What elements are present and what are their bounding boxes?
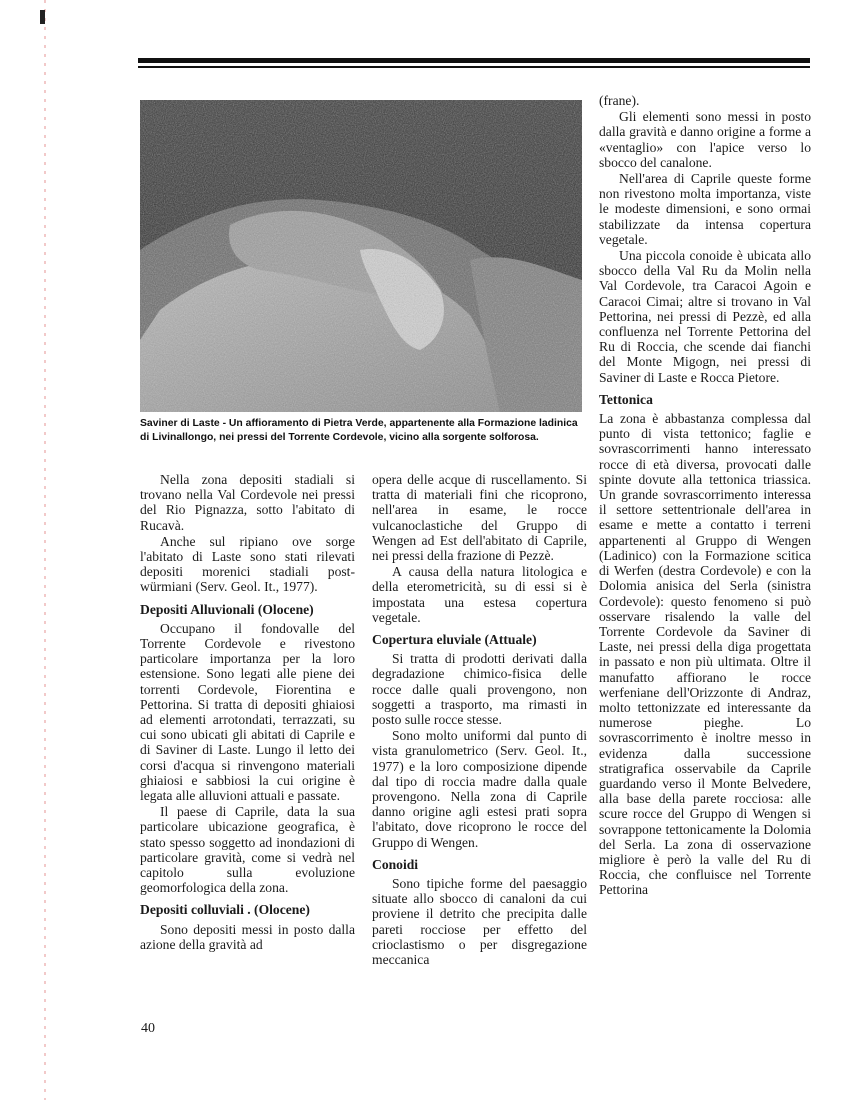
page-number: 40: [141, 1021, 155, 1036]
paragraph: Una piccola conoide è ubicata allo sbocco della Val Ru da Molin nella Val Cordevole, tra Caracoi Agoin e Caracoi Cimai; altre si trovano in Val Pettorina, nei pressi di Pezzè, ed alla confluenza nel Torrente Pettorina del Ru di Roccia, che scende dai fianchi del Monte Migogn, nei pressi di Saviner di Laste e Rocca Pietore.: [599, 248, 811, 385]
photo-caption: Saviner di Laste - Un affioramento di Pietra Verde, appartenente alla Formazione ladinica di Livinallongo, nei pressi del Torrente Cordevole, vicino alla sorgente solforosa.: [140, 418, 578, 443]
paragraph: A causa della natura litologica e della eterometricità, su di essi si è impostata una estesa copertura vegetale.: [372, 564, 587, 625]
column-right: [599, 93, 811, 899]
section-heading-eluviale: Copertura eluviale (Attuale): [372, 632, 537, 648]
paragraph: (frane).: [599, 93, 640, 108]
paragraph: Occupano il fondovalle del Torrente Cordevole e rivestono particolare importanza per la loro estensione. Sono legati alle piene dei torrenti Cordevole, Fiorentina e Pettorina. Si tratta di depositi ghiaiosi ad elementi arrotondati, terrazzati, su cui sono ubicati gli abitati di Caprile e di Saviner di Laste. Lungo il letto dei corsi d'acqua si rinvengono materiali ghiaiosi e sabbiosi la cui origine è legata alle alluvioni attuali e passate.: [140, 620, 355, 804]
paragraph: Si tratta di prodotti derivati dalla degradazione chimico-fisica delle rocce dalle quali provengono, non soggetti a trasporto, ma rimasti in posto sulle rocce stesse.: [372, 651, 587, 728]
photo-rock-outcrop-icon: [140, 100, 582, 412]
paragraph: Sono molto uniformi dal punto di vista granulometrico (Serv. Geol. It., 1977) e la loro composizione dipende dal tipo di roccia madre dalla quale provengono. Nella zona di Caprile danno origine agli estesi prati sopra l'abitato, dove ricoprono le rocce del Gruppo di Wengen.: [372, 728, 587, 850]
section-heading-tettonica: Tettonica: [599, 391, 653, 407]
section-heading-colluviali: Depositi colluviali . (Olocene): [140, 902, 310, 918]
paragraph: Anche sul ripiano ove sorge l'abitato di Laste sono stati rilevati depositi morenici stadiali post-würmiani (Serv. Geol. It., 1977).: [140, 533, 355, 595]
paragraph: opera delle acque di ruscellamento. Si tratta di materiali fini che ricoprono, nell'area in esame, le rocce vulcanoclastiche del Gruppo di Wengen ad Est dell'abitato di Caprile, nei pressi della frazione di Pezzè.: [372, 472, 587, 564]
paragraph: Gli elementi sono messi in posto dalla gravità e danno origine a forme a «ventaglio» con l'apice verso lo sbocco del canalone.: [599, 109, 811, 170]
section-heading-conoidi: Conoidi: [372, 856, 419, 872]
section-heading-alluvionali: Depositi Alluvionali (Olocene): [140, 601, 314, 617]
header-rule-thick: [138, 58, 810, 63]
paragraph: La zona è abbastanza complessa dal punto di vista tettonico; faglie e sovrascorrimenti hanno interessato rocce di età diversa, provocati dalle spinte dovute alla tettonica triassica. Un grande sovrascorrimento interessa il settore settentrionale dell'area in esame e mette a contatto i terreni appartenenti al Gruppo di Wengen (Ladinico) con la Formazione scitica di Werfen (destra Cordevole) e con la Dolomia anisica del Serla (sinistra Cordevole): questo fenomeno si può osservare risalendo la valle del Torrente Cordevole da Saviner di Laste, nei pressi della diga progettata in passato e non più ultimata. Oltre il manufatto affiorano le rocce werfeniane dell'Orizzonte di Andraz, molto tettonizzate ed interessante da numerose pieghe. Lo sovrascorrimento è inoltre messo in evidenza dalla successione stratigrafica osservabile da Caprile guardando verso il Monte Belvedere, alla base della parete rocciosa: alle scure rocce del Gruppo di Wengen si sovrappone tettonicamente la Dolomia del Serla. La zona di osservazione migliore è però la valle del Ru di Roccia, che confluisce nel Torrente Pettorina: [599, 411, 811, 898]
paragraph: Sono tipiche forme del paesaggio situate allo sbocco di canaloni da cui proviene il detrito che precipita dalle pareti rocciose per effetto del crioclastismo o per disgregazione meccanica: [372, 876, 587, 968]
column-middle: [372, 472, 587, 968]
paragraph: Sono depositi messi in posto dalla azione della gravità ad: [140, 921, 355, 952]
header-rule-thin: [138, 66, 810, 68]
corner-mark: [40, 10, 45, 24]
paragraph: Nell'area di Caprile queste forme non rivestono molta importanza, viste le modeste dimensioni, e sono ormai stabilizzate da intensa copertura vegetale.: [599, 171, 811, 247]
column-left: [140, 472, 355, 953]
page-edge-marks: [44, 0, 46, 1100]
paragraph: Nella zona depositi stadiali si trovano nella Val Cordevole nei pressi del Rio Pignazza, sotto l'abitato di Rucavà.: [140, 472, 355, 533]
paragraph: Il paese di Caprile, data la sua particolare ubicazione geografica, è stato spesso soggetto ad inondazioni di particolare gravità, come si vedrà nel capitolo sulla evoluzione geomorfologica della zona.: [140, 804, 355, 896]
rock-outcrop-photo: [140, 100, 582, 412]
